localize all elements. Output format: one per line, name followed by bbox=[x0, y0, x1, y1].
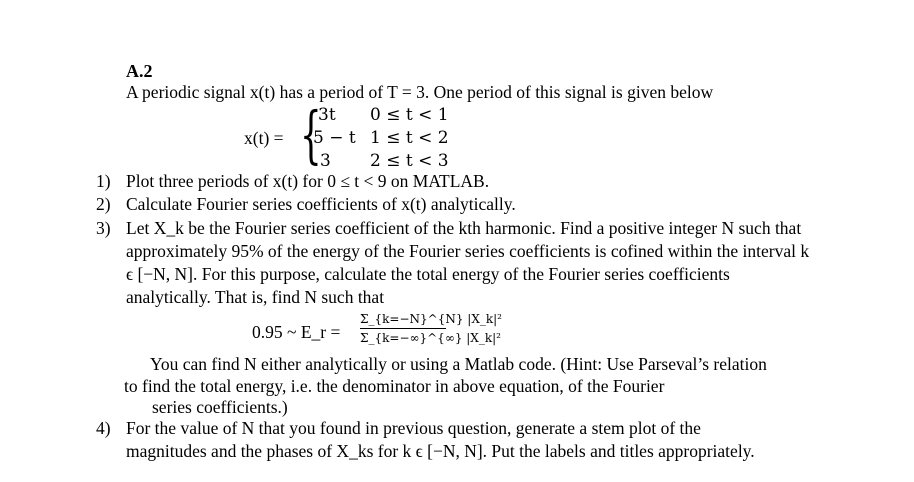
equation-numerator: Σ_{k=−N}^{N} |X_k|² bbox=[360, 312, 502, 326]
question-3-note-3: series coefficients.) bbox=[152, 397, 288, 417]
question-3-number: 3) bbox=[96, 218, 111, 238]
left-brace-icon: { bbox=[300, 98, 322, 171]
question-3-note-2: to find the total energy, i.e. the denominator in above equation, of the Fourier bbox=[124, 376, 665, 396]
question-1-number: 1) bbox=[96, 171, 111, 191]
question-3-line-3: ϵ [−N, N]. For this purpose, calculate the total energy of the Fourier series coefficients bbox=[126, 264, 730, 284]
case-condition-1: 0 ≤ t < 1 bbox=[370, 105, 449, 125]
question-2-text: Calculate Fourier series coefficients of x(t) analytically. bbox=[126, 194, 516, 214]
piecewise-lhs: x(t) = bbox=[244, 128, 284, 148]
question-1-text: Plot three periods of x(t) for 0 ≤ t < 9 on MATLAB. bbox=[126, 171, 490, 191]
case-condition-3: 2 ≤ t < 3 bbox=[370, 151, 449, 171]
fraction-bar bbox=[360, 328, 446, 329]
equation-lhs: 0.95 ~ E_r = bbox=[252, 322, 341, 342]
case-value-2: 5 − t bbox=[313, 128, 356, 148]
intro-text: A periodic signal x(t) has a period of T = 3. One period of this signal is given below bbox=[126, 82, 714, 102]
question-4-line-1: For the value of N that you found in previous question, generate a stem plot of the bbox=[126, 418, 701, 438]
case-value-3: 3 bbox=[320, 151, 331, 171]
case-condition-2: 1 ≤ t < 2 bbox=[370, 128, 449, 148]
question-3-line-2: approximately 95% of the energy of the Fourier series coefficients is cofined within the interval k bbox=[126, 241, 810, 261]
question-3-line-4: analytically. That is, find N such that bbox=[126, 287, 385, 307]
equation-denominator: Σ_{k=−∞}^{∞} |X_k|² bbox=[360, 331, 501, 345]
question-3-line-1: Let X_k be the Fourier series coefficient of the kth harmonic. Find a positive integer N such that bbox=[126, 218, 802, 238]
question-3-note-1: You can find N either analytically or using a Matlab code. (Hint: Use Parseval’s relation bbox=[150, 354, 767, 374]
question-2-number: 2) bbox=[96, 194, 111, 214]
question-4-number: 4) bbox=[96, 418, 111, 438]
section-heading: A.2 bbox=[126, 61, 153, 81]
case-value-1: 3t bbox=[318, 105, 336, 125]
question-4-line-2: magnitudes and the phases of X_ks for k ϵ [−N, N]. Put the labels and titles appropriately. bbox=[126, 441, 755, 461]
